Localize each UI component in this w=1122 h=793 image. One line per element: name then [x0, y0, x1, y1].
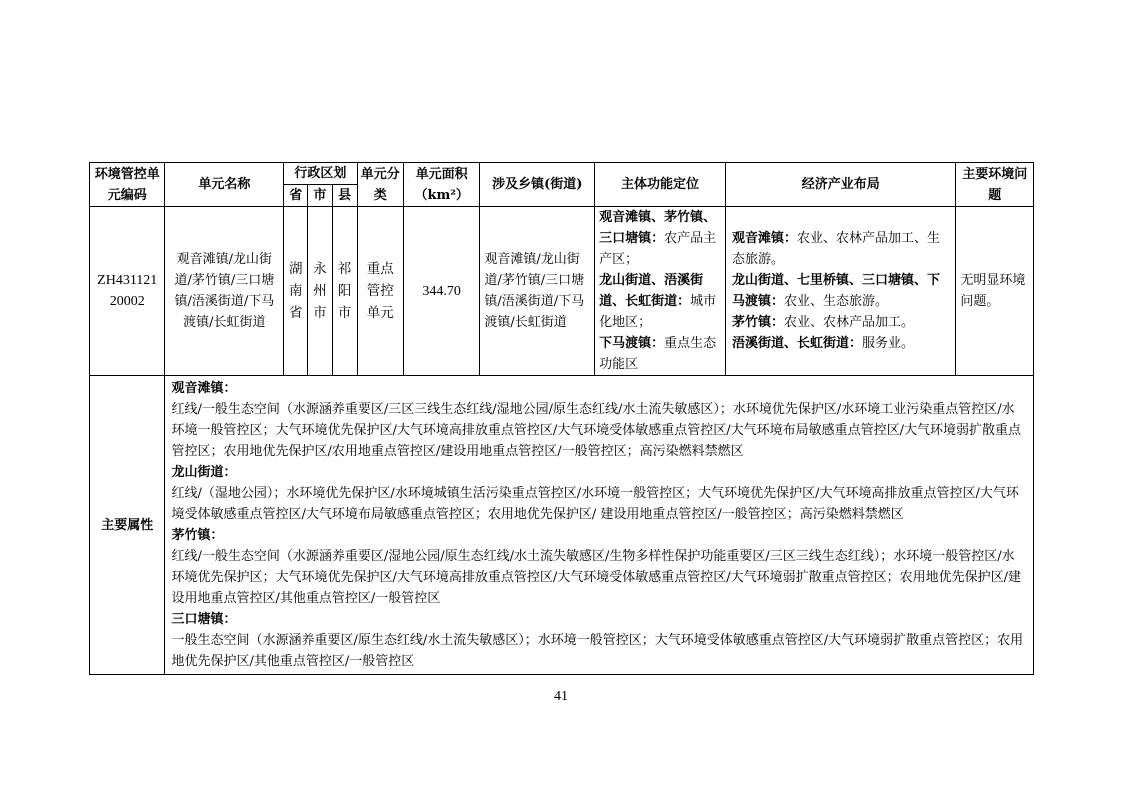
header-admin: 行政区划 — [284, 163, 357, 185]
header-province: 省 — [284, 185, 308, 207]
control-unit-table — [89, 162, 1034, 675]
attr-section-title: 观音滩镇： — [171, 381, 237, 396]
unit-class: 重点管控单元 — [357, 207, 403, 376]
header-area-line1: 单元面积 — [415, 166, 468, 182]
header-area — [403, 163, 479, 207]
unit-issue: 无明显环境问题。 — [956, 207, 1034, 376]
attr-section-text: 红线/（湿地公园）；水环境优先保护区/水环境城镇生活污染重点管控区/水环境一般管控区；大气环境优先保护区/大气环境高排放重点管控区/大气环境受体敏感重点管控区/大气环境布局敏感重点管控区；农用地优先保护区/ 建设用地重点管控区/一般管控区；高污染燃料禁燃区 — [171, 486, 1019, 522]
header-towns: 涉及乡镇(街道) — [480, 163, 595, 207]
attr-section-title: 三口塘镇： — [171, 612, 237, 627]
economy-item: 茅竹镇：农业、农林产品加工。 — [731, 315, 914, 330]
attr-section-text: 红线/一般生态空间（水源涵养重要区/湿地公园/原生态红线/水土流失敏感区/生物多样性保护功能重要区/三区三线生态红线）；水环境一般管控区/水环境优先保护区；大气环境优先保护区/大气环境高排放重点管控区/大气环境受体敏感重点管控区/大气环境弱扩散重点管控区；农用地优先保护区/建设用地重点管控区/其他重点管控区/一般管控区 — [171, 549, 1021, 606]
attributes-row — [90, 376, 1034, 675]
function-item: 下马渡镇：重点生态功能区 — [599, 336, 717, 372]
attr-section-text: 红线/一般生态空间（水源涵养重要区/三区三线生态红线/湿地公园/原生态红线/水土流失敏感区）；水环境优先保护区/水环境工业污染重点管控区/水环境一般管控区；大气环境优先保护区/大气环境高排放重点管控区/大气环境受体敏感重点管控区/大气环境布局敏感重点管控区/大气环境弱扩散重点管控区；农用地优先保护区/农用地重点管控区/建设用地重点管控区/一般管控区；高污染燃料禁燃区 — [171, 402, 1021, 459]
page-number: 41 — [554, 689, 568, 704]
header-city: 市 — [308, 185, 332, 207]
economy-item: 观音滩镇：农业、农林产品加工、生态旅游。 — [731, 231, 940, 267]
function-item: 龙山街道、浯溪街道、长虹街道：城市化地区； — [599, 273, 717, 330]
header-economy: 经济产业布局 — [725, 163, 955, 207]
data-row — [90, 207, 1034, 376]
unit-function — [595, 207, 726, 376]
function-item: 观音滩镇、茅竹镇、三口塘镇：农产品主产区； — [599, 210, 717, 267]
header-function: 主体功能定位 — [595, 163, 726, 207]
attr-section-title: 龙山街道： — [171, 465, 237, 480]
unit-economy — [725, 207, 955, 376]
header-issue: 主要环境问题 — [956, 163, 1034, 207]
unit-city: 永州市 — [308, 207, 332, 376]
unit-county: 祁阳市 — [332, 207, 357, 376]
unit-area: 344.70 — [403, 207, 479, 376]
header-class: 单元分类 — [357, 163, 403, 207]
header-row-1 — [90, 163, 1034, 185]
attributes-label: 主要属性 — [90, 376, 165, 675]
attr-section-text: 一般生态空间（水源涵养重要区/原生态红线/水土流失敏感区）；水环境一般管控区；大气环境受体敏感重点管控区/大气环境弱扩散重点管控区；农用地优先保护区/其他重点管控区/一般管控区 — [171, 633, 1024, 669]
economy-item: 龙山街道、七里桥镇、三口塘镇、下马渡镇：农业、生态旅游。 — [731, 273, 940, 309]
header-code: 环境管控单元编码 — [90, 163, 165, 207]
unit-code: ZH43112120002 — [90, 207, 165, 376]
header-county: 县 — [332, 185, 357, 207]
unit-name: 观音滩镇/龙山街道/茅竹镇/三口塘镇/浯溪街道/下马渡镇/长虹街道 — [165, 207, 284, 376]
unit-province: 湖南省 — [284, 207, 308, 376]
attr-section-title: 茅竹镇： — [171, 528, 224, 543]
unit-towns: 观音滩镇/龙山街道/茅竹镇/三口塘镇/浯溪街道/下马渡镇/长虹街道 — [480, 207, 595, 376]
attributes-content — [165, 376, 1034, 675]
header-area-line2: （km²） — [414, 187, 469, 203]
economy-item: 浯溪街道、长虹街道：服务业。 — [731, 336, 914, 351]
header-name: 单元名称 — [165, 163, 284, 207]
